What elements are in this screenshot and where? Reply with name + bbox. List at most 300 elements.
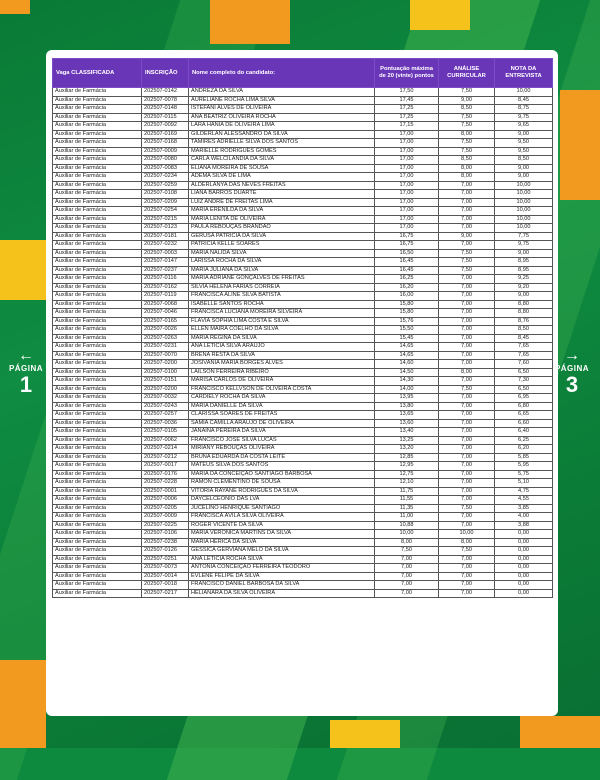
table-row (53, 402, 553, 411)
cell-analise: 7,00 (439, 419, 495, 428)
cell-entrevista: 9,00 (495, 164, 553, 173)
cell-pontuacao: 11,35 (375, 504, 439, 513)
cell-pontuacao: 11,55 (375, 496, 439, 505)
cell-entrevista: 0,00 (495, 530, 553, 539)
col-header-pontuacao: Pontuação máxima de 20 (vinte) pontos (375, 59, 439, 88)
cell-vaga: Auxiliar de Farmácia (53, 156, 142, 165)
table-row (53, 275, 553, 284)
cell-analise: 7,50 (439, 147, 495, 156)
cell-inscricao: 202507-0243 (142, 402, 189, 411)
cell-vaga: Auxiliar de Farmácia (53, 105, 142, 114)
table-row (53, 538, 553, 547)
cell-inscricao: 202507-0162 (142, 283, 189, 292)
cell-entrevista: 0,00 (495, 564, 553, 573)
table-row (53, 419, 553, 428)
table-row (53, 504, 553, 513)
cell-pontuacao: 15,50 (375, 326, 439, 335)
cell-entrevista: 9,00 (495, 130, 553, 139)
table-row (53, 377, 553, 386)
cell-pontuacao: 17,50 (375, 88, 439, 97)
cell-inscricao: 202507-0080 (142, 156, 189, 165)
cell-analise: 7,00 (439, 428, 495, 437)
cell-entrevista: 9,65 (495, 122, 553, 131)
cell-nome: FRANCISCO DANIEL BARBOSA DA SILVA (189, 581, 375, 590)
cell-entrevista: 9,50 (495, 147, 553, 156)
cell-pontuacao: 13,25 (375, 436, 439, 445)
cell-inscricao: 202507-0205 (142, 504, 189, 513)
cell-entrevista: 4,75 (495, 487, 553, 496)
cell-vaga: Auxiliar de Farmácia (53, 496, 142, 505)
cell-pontuacao: 11,75 (375, 487, 439, 496)
cell-pontuacao: 12,95 (375, 462, 439, 471)
results-table (52, 58, 553, 598)
cell-inscricao: 202507-0225 (142, 521, 189, 530)
cell-vaga: Auxiliar de Farmácia (53, 343, 142, 352)
table-row (53, 309, 553, 318)
cell-pontuacao: 8,00 (375, 538, 439, 547)
cell-nome: EVLENE FELIPE DA SILVA (189, 572, 375, 581)
col-header-analise: ANÁLISE CURRICULAR (439, 59, 495, 88)
cell-pontuacao: 15,80 (375, 300, 439, 309)
cell-analise: 7,00 (439, 521, 495, 530)
cell-vaga: Auxiliar de Farmácia (53, 258, 142, 267)
cell-inscricao: 202507-0200 (142, 360, 189, 369)
cell-pontuacao: 17,00 (375, 198, 439, 207)
cell-vaga: Auxiliar de Farmácia (53, 292, 142, 301)
cell-entrevista: 9,00 (495, 173, 553, 182)
cell-pontuacao: 17,00 (375, 215, 439, 224)
cell-entrevista: 6,65 (495, 411, 553, 420)
cell-analise: 7,00 (439, 555, 495, 564)
cell-entrevista: 10,00 (495, 181, 553, 190)
cell-analise: 7,00 (439, 394, 495, 403)
decor-block (0, 0, 30, 14)
cell-entrevista: 8,50 (495, 326, 553, 335)
cell-vaga: Auxiliar de Farmácia (53, 555, 142, 564)
cell-pontuacao: 7,00 (375, 564, 439, 573)
cell-nome: MIRIANY REBOUÇAS OLIVEIRA (189, 445, 375, 454)
cell-nome: ELLEN MAIRA COELHO DA SILVA (189, 326, 375, 335)
cell-analise: 7,00 (439, 351, 495, 360)
cell-nome: BRENA RESTA DA SILVA (189, 351, 375, 360)
cell-vaga: Auxiliar de Farmácia (53, 521, 142, 530)
cell-inscricao: 202507-0215 (142, 215, 189, 224)
cell-vaga: Auxiliar de Farmácia (53, 487, 142, 496)
cell-vaga: Auxiliar de Farmácia (53, 207, 142, 216)
cell-inscricao: 202507-0168 (142, 139, 189, 148)
cell-nome: MARIELLE RODRIGUES GOMES (189, 147, 375, 156)
cell-nome: ANA LETÍCIA ROCHA SILVA (189, 555, 375, 564)
cell-inscricao: 202507-0254 (142, 207, 189, 216)
cell-nome: GILDERLAN ALESSANDRO DA SILVA (189, 130, 375, 139)
table-row (53, 334, 553, 343)
cell-entrevista: 8,45 (495, 334, 553, 343)
cell-nome: JANAINA PEREIRA DA SILVA (189, 428, 375, 437)
cell-pontuacao: 14,65 (375, 343, 439, 352)
cell-nome: FRANCISCA ÁVILA SILVA OLIVEIRA (189, 513, 375, 522)
cell-inscricao: 202507-0070 (142, 351, 189, 360)
cell-nome: MARIA ERENILDA DA SILVA (189, 207, 375, 216)
cell-inscricao: 202507-0234 (142, 173, 189, 182)
cell-pontuacao: 17,00 (375, 181, 439, 190)
cell-entrevista: 3,88 (495, 521, 553, 530)
cell-nome: ALDERLÂNYA DAS NEVES FREITAS (189, 181, 375, 190)
cell-entrevista: 5,75 (495, 470, 553, 479)
table-row (53, 215, 553, 224)
table-row (53, 530, 553, 539)
table-row (53, 130, 553, 139)
table-row (53, 343, 553, 352)
cell-entrevista: 6,80 (495, 402, 553, 411)
cell-analise: 7,00 (439, 207, 495, 216)
cell-inscricao: 202507-0078 (142, 96, 189, 105)
cell-vaga: Auxiliar de Farmácia (53, 130, 142, 139)
cell-entrevista: 9,25 (495, 275, 553, 284)
cell-inscricao: 202507-0026 (142, 326, 189, 335)
cell-analise: 7,50 (439, 504, 495, 513)
cell-inscricao: 202507-0116 (142, 275, 189, 284)
cell-entrevista: 10,00 (495, 88, 553, 97)
cell-pontuacao: 13,65 (375, 411, 439, 420)
table-row (53, 394, 553, 403)
cell-entrevista: 4,55 (495, 496, 553, 505)
cell-analise: 7,00 (439, 411, 495, 420)
table-row (53, 173, 553, 182)
cell-analise: 7,00 (439, 334, 495, 343)
cell-inscricao: 202507-0073 (142, 564, 189, 573)
cell-analise: 7,00 (439, 436, 495, 445)
cell-vaga: Auxiliar de Farmácia (53, 249, 142, 258)
cell-nome: GERUSA PATRÍCIA DA SILVA (189, 232, 375, 241)
cell-nome: LIANA BARROS DUARTE (189, 190, 375, 199)
cell-entrevista: 7,60 (495, 360, 553, 369)
cell-entrevista: 8,75 (495, 105, 553, 114)
col-header-nome: Nome completo do candidato: (189, 59, 375, 88)
table-row (53, 326, 553, 335)
cell-inscricao: 202507-0214 (142, 445, 189, 454)
cell-pontuacao: 17,45 (375, 96, 439, 105)
cell-analise: 7,50 (439, 385, 495, 394)
cell-nome: SAMIA CAMILLA ARAÚJO DE OLIVEIRA (189, 419, 375, 428)
cell-pontuacao: 12,85 (375, 453, 439, 462)
cell-nome: AURELIANE ROCHA LIMA SILVA (189, 96, 375, 105)
cell-analise: 7,00 (439, 215, 495, 224)
cell-vaga: Auxiliar de Farmácia (53, 385, 142, 394)
cell-vaga: Auxiliar de Farmácia (53, 224, 142, 233)
cell-pontuacao: 13,20 (375, 445, 439, 454)
cell-analise: 7,00 (439, 462, 495, 471)
cell-analise: 10,00 (439, 530, 495, 539)
cell-pontuacao: 16,45 (375, 266, 439, 275)
cell-inscricao: 202507-0151 (142, 377, 189, 386)
cell-entrevista: 8,95 (495, 266, 553, 275)
cell-pontuacao: 15,76 (375, 317, 439, 326)
cell-vaga: Auxiliar de Farmácia (53, 445, 142, 454)
cell-vaga: Auxiliar de Farmácia (53, 470, 142, 479)
cell-vaga: Auxiliar de Farmácia (53, 538, 142, 547)
table-row (53, 96, 553, 105)
cell-pontuacao: 17,25 (375, 113, 439, 122)
decor-block (410, 0, 470, 30)
cell-inscricao: 202507-0017 (142, 462, 189, 471)
cell-vaga: Auxiliar de Farmácia (53, 368, 142, 377)
cell-inscricao: 202507-0232 (142, 241, 189, 250)
cell-nome: MARIA HÉRICA DA SILVA (189, 538, 375, 547)
cell-analise: 7,00 (439, 181, 495, 190)
cell-analise: 8,00 (439, 368, 495, 377)
table-header-row (53, 59, 553, 88)
cell-inscricao: 202507-0263 (142, 334, 189, 343)
cell-vaga: Auxiliar de Farmácia (53, 122, 142, 131)
cell-inscricao: 202507-0126 (142, 547, 189, 556)
table-row (53, 547, 553, 556)
cell-pontuacao: 13,80 (375, 402, 439, 411)
cell-analise: 7,50 (439, 122, 495, 131)
cell-inscricao: 202507-0032 (142, 394, 189, 403)
cell-nome: LUIZ ANDRÉ DE FREITAS LIMA (189, 198, 375, 207)
table-row (53, 479, 553, 488)
table-row (53, 368, 553, 377)
cell-vaga: Auxiliar de Farmácia (53, 300, 142, 309)
cell-analise: 7,00 (439, 479, 495, 488)
cell-nome: VITÓRIA RAYANE RODRIGUES DA SILVA (189, 487, 375, 496)
cell-pontuacao: 16,45 (375, 258, 439, 267)
cell-analise: 7,50 (439, 113, 495, 122)
table-row (53, 470, 553, 479)
cell-pontuacao: 16,25 (375, 275, 439, 284)
cell-analise: 7,00 (439, 360, 495, 369)
cell-entrevista: 3,85 (495, 504, 553, 513)
cell-vaga: Auxiliar de Farmácia (53, 377, 142, 386)
table-row (53, 207, 553, 216)
cell-pontuacao: 16,50 (375, 249, 439, 258)
cell-analise: 7,00 (439, 309, 495, 318)
table-row (53, 453, 553, 462)
prev-page-nav[interactable] (6, 348, 46, 397)
table-row (53, 147, 553, 156)
cell-entrevista: 8,50 (495, 156, 553, 165)
cell-vaga: Auxiliar de Farmácia (53, 113, 142, 122)
cell-inscricao: 202507-0259 (142, 181, 189, 190)
cell-entrevista: 6,25 (495, 436, 553, 445)
cell-vaga: Auxiliar de Farmácia (53, 572, 142, 581)
cell-pontuacao: 12,75 (375, 470, 439, 479)
cell-vaga: Auxiliar de Farmácia (53, 419, 142, 428)
cell-vaga: Auxiliar de Farmácia (53, 453, 142, 462)
cell-inscricao: 202507-0115 (142, 113, 189, 122)
cell-vaga: Auxiliar de Farmácia (53, 564, 142, 573)
cell-entrevista: 6,40 (495, 428, 553, 437)
cell-pontuacao: 7,00 (375, 589, 439, 598)
table-row (53, 572, 553, 581)
cell-pontuacao: 15,80 (375, 309, 439, 318)
cell-analise: 7,00 (439, 572, 495, 581)
cell-analise: 7,00 (439, 300, 495, 309)
cell-entrevista: 5,95 (495, 462, 553, 471)
table-row (53, 496, 553, 505)
decor-block (560, 90, 600, 200)
cell-analise: 8,00 (439, 538, 495, 547)
cell-pontuacao: 10,00 (375, 530, 439, 539)
cell-vaga: Auxiliar de Farmácia (53, 589, 142, 598)
decor-block (210, 0, 290, 44)
decor-block (520, 716, 600, 748)
cell-analise: 7,00 (439, 581, 495, 590)
cell-entrevista: 7,75 (495, 232, 553, 241)
table-row (53, 164, 553, 173)
cell-vaga: Auxiliar de Farmácia (53, 436, 142, 445)
cell-nome: FRANCISCA ALINE SILVA BATISTA (189, 292, 375, 301)
cell-inscricao: 202507-0123 (142, 224, 189, 233)
table-row (53, 139, 553, 148)
cell-analise: 7,00 (439, 190, 495, 199)
prev-page-label: PÁGINA (8, 364, 44, 373)
cell-pontuacao: 12,10 (375, 479, 439, 488)
table-row (53, 385, 553, 394)
cell-inscricao: 202507-0068 (142, 300, 189, 309)
cell-entrevista: 10,00 (495, 207, 553, 216)
cell-pontuacao: 14,30 (375, 377, 439, 386)
cell-vaga: Auxiliar de Farmácia (53, 164, 142, 173)
table-row (53, 513, 553, 522)
cell-analise: 7,50 (439, 547, 495, 556)
cell-analise: 7,00 (439, 275, 495, 284)
cell-entrevista: 7,65 (495, 343, 553, 352)
table-row (53, 555, 553, 564)
cell-nome: JUCELINO HENRIQUE SANTIAGO (189, 504, 375, 513)
cell-pontuacao: 17,00 (375, 173, 439, 182)
decor-block (0, 660, 46, 748)
cell-pontuacao: 16,75 (375, 241, 439, 250)
cell-entrevista: 9,75 (495, 113, 553, 122)
cell-vaga: Auxiliar de Farmácia (53, 309, 142, 318)
cell-analise: 8,50 (439, 105, 495, 114)
cell-inscricao: 202507-0119 (142, 292, 189, 301)
cell-analise: 7,00 (439, 292, 495, 301)
cell-pontuacao: 17,15 (375, 122, 439, 131)
cell-nome: ISTEFANI ALVES DE OLIVEIRA (189, 105, 375, 114)
table-row (53, 360, 553, 369)
table-row (53, 198, 553, 207)
cell-entrevista: 9,75 (495, 241, 553, 250)
cell-analise: 7,00 (439, 564, 495, 573)
cell-nome: CARLA WELCILÂNDIA DA SILVA (189, 156, 375, 165)
cell-nome: BRUNA EDUARDA DA COSTA LEITE (189, 453, 375, 462)
cell-pontuacao: 17,00 (375, 130, 439, 139)
cell-inscricao: 202507-0169 (142, 130, 189, 139)
cell-entrevista: 0,00 (495, 538, 553, 547)
cell-analise: 7,50 (439, 139, 495, 148)
cell-analise: 9,00 (439, 232, 495, 241)
cell-vaga: Auxiliar de Farmácia (53, 428, 142, 437)
cell-pontuacao: 17,00 (375, 224, 439, 233)
cell-nome: CARDIELY ROCHA DA SILVA (189, 394, 375, 403)
cell-vaga: Auxiliar de Farmácia (53, 504, 142, 513)
cell-analise: 7,00 (439, 487, 495, 496)
cell-entrevista: 4,00 (495, 513, 553, 522)
table-row (53, 241, 553, 250)
cell-pontuacao: 13,60 (375, 419, 439, 428)
table-row (53, 122, 553, 131)
next-page-nav[interactable] (552, 348, 592, 397)
cell-nome: ANTÔNIA CONCEIÇÃO FERREIRA TEODORO (189, 564, 375, 573)
cell-pontuacao: 17,25 (375, 105, 439, 114)
cell-vaga: Auxiliar de Farmácia (53, 479, 142, 488)
arrow-left-icon: ← (18, 347, 34, 364)
cell-nome: MARIA REGINA DA SILVA (189, 334, 375, 343)
table-row (53, 232, 553, 241)
cell-inscricao: 202507-0148 (142, 105, 189, 114)
cell-entrevista: 6,50 (495, 368, 553, 377)
cell-analise: 7,00 (439, 317, 495, 326)
cell-vaga: Auxiliar de Farmácia (53, 96, 142, 105)
cell-pontuacao: 14,00 (375, 385, 439, 394)
cell-vaga: Auxiliar de Farmácia (53, 198, 142, 207)
table-row (53, 258, 553, 267)
cell-nome: FLÁVIA SOPHIA LIMA COSTA E SILVA (189, 317, 375, 326)
cell-vaga: Auxiliar de Farmácia (53, 402, 142, 411)
table-row (53, 249, 553, 258)
cell-pontuacao: 14,50 (375, 368, 439, 377)
cell-nome: MARISA CARLOS DE OLIVEIRA (189, 377, 375, 386)
cell-entrevista: 0,00 (495, 581, 553, 590)
cell-nome: MARIA NALIDA SILVA (189, 249, 375, 258)
cell-nome: TAMIRES ADRIELLE SILVA DOS SANTOS (189, 139, 375, 148)
cell-nome: FRANCISCO JOSÉ SILVA LUCAS (189, 436, 375, 445)
cell-nome: MARIA VERÔNICA MARTINS DA SILVA (189, 530, 375, 539)
cell-pontuacao: 15,45 (375, 334, 439, 343)
cell-inscricao: 202507-0106 (142, 530, 189, 539)
cell-inscricao: 202507-0046 (142, 309, 189, 318)
table-row (53, 564, 553, 573)
cell-inscricao: 202507-0036 (142, 419, 189, 428)
cell-inscricao: 202507-0176 (142, 470, 189, 479)
cell-analise: 7,00 (439, 513, 495, 522)
cell-vaga: Auxiliar de Farmácia (53, 394, 142, 403)
table-row (53, 88, 553, 97)
cell-pontuacao: 16,75 (375, 232, 439, 241)
table-row (53, 521, 553, 530)
cell-vaga: Auxiliar de Farmácia (53, 513, 142, 522)
cell-nome: FRANCISCA LUCIANA MOREIRA SILVEIRA (189, 309, 375, 318)
cell-nome: ROGER VICENTE DA SILVA (189, 521, 375, 530)
cell-analise: 7,00 (439, 326, 495, 335)
prev-page-number: 1 (19, 372, 33, 397)
cell-nome: LAILSON FERREIRA RIBEIRO (189, 368, 375, 377)
cell-analise: 7,00 (439, 445, 495, 454)
cell-entrevista: 10,00 (495, 190, 553, 199)
cell-analise: 7,50 (439, 249, 495, 258)
cell-vaga: Auxiliar de Farmácia (53, 275, 142, 284)
cell-inscricao: 202507-0100 (142, 368, 189, 377)
cell-nome: LARA HANIA DE OLIVEIRA LIMA (189, 122, 375, 131)
cell-nome: MARIA ADRIANE GONÇALVES DE FREITAS (189, 275, 375, 284)
cell-nome: PAULA REBOUÇAS BRANDÃO (189, 224, 375, 233)
cell-nome: ANA LETÍCIA SILVA ARAÚJO (189, 343, 375, 352)
cell-inscricao: 202507-0003 (142, 249, 189, 258)
cell-inscricao: 202507-0257 (142, 411, 189, 420)
cell-vaga: Auxiliar de Farmácia (53, 215, 142, 224)
cell-inscricao: 202507-0001 (142, 487, 189, 496)
cell-entrevista: 6,60 (495, 419, 553, 428)
cell-entrevista: 0,00 (495, 572, 553, 581)
cell-inscricao: 202507-0092 (142, 122, 189, 131)
cell-vaga: Auxiliar de Farmácia (53, 283, 142, 292)
cell-nome: MARIA DANIELLE DA SILVA (189, 402, 375, 411)
cell-nome: LARISSA ROCHA DA SILVA (189, 258, 375, 267)
cell-pontuacao: 13,40 (375, 428, 439, 437)
cell-vaga: Auxiliar de Farmácia (53, 173, 142, 182)
